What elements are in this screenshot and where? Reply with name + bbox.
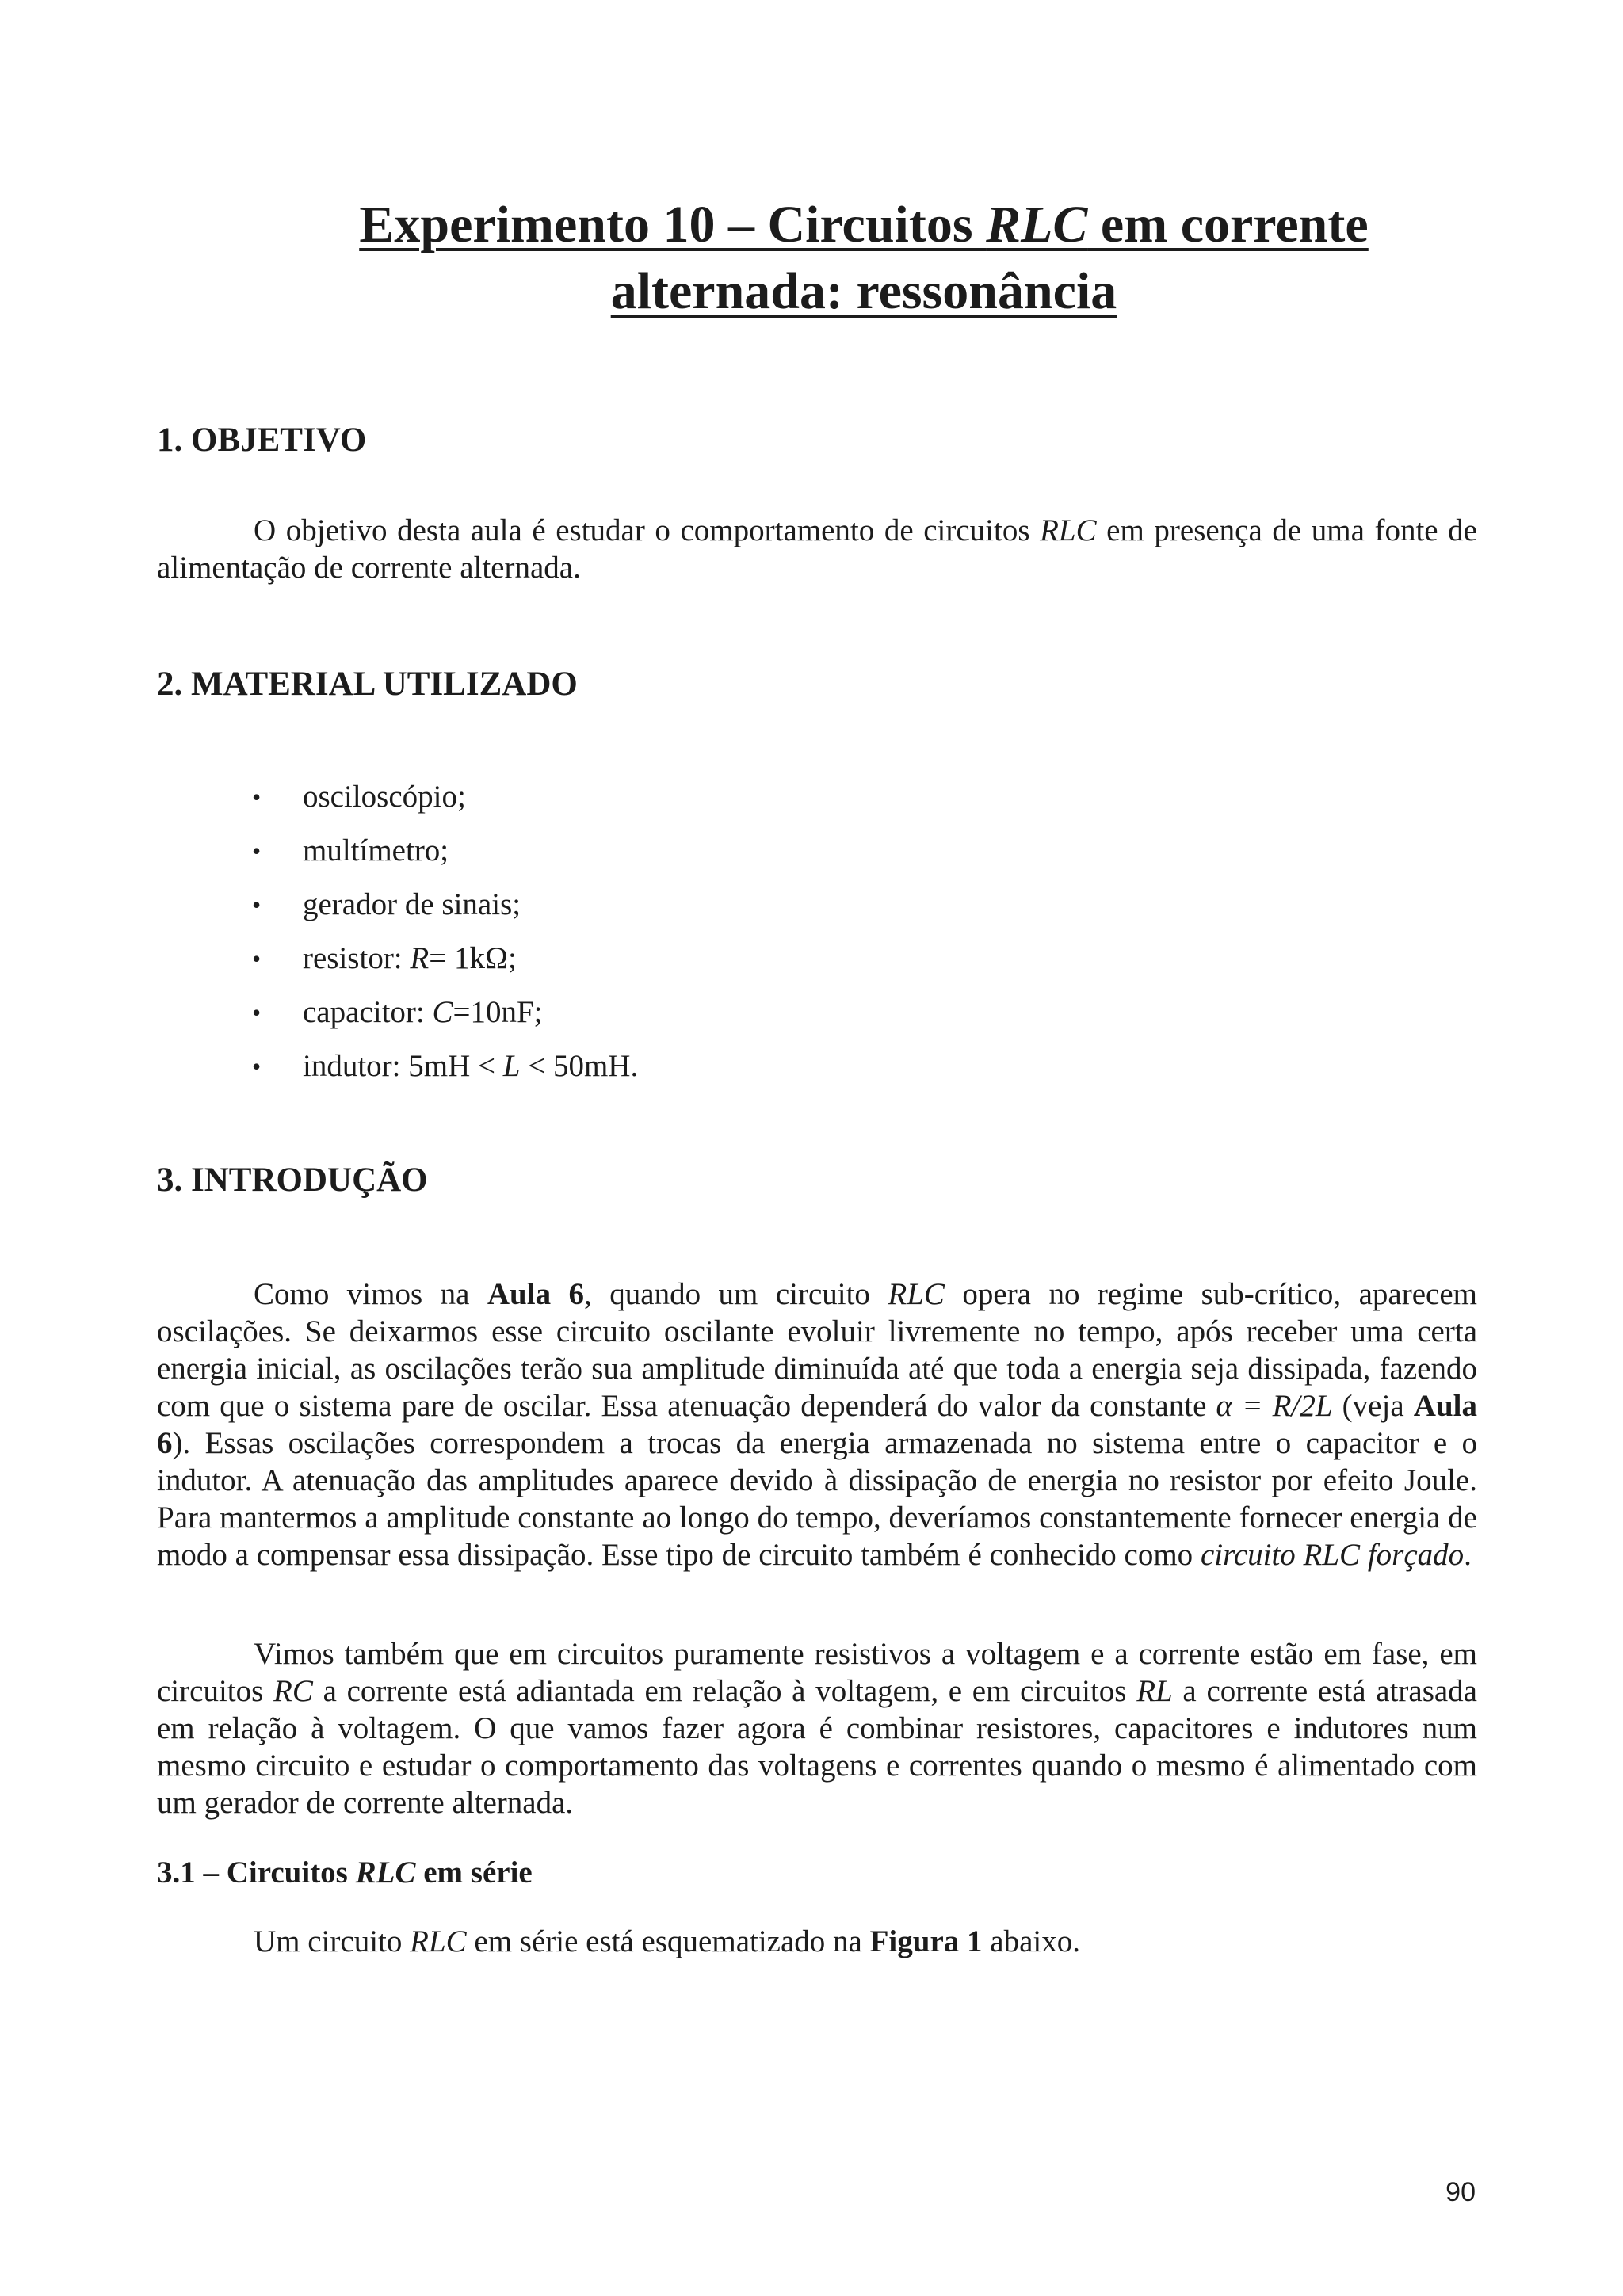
introducao-paragraph-2: Vimos também que em circuitos puramente resistivos a voltagem e a corrente estão em fase, em circuitos RC a corrente está adiantada em relação à voltagem, e em circuitos RL a corrente está atrasada em relação à voltagem. O que vamos fazer agora é combinar resistores, capacitores e indutores num mesmo circuito e estudar o comportamento das voltagens e correntes quando o mesmo é alimentado com um gerador de corrente alternada. xyxy=(157,1637,1477,1820)
material-list xyxy=(252,770,638,1093)
title-line-1: Experimento 10 – Circuitos RLC em corrente xyxy=(359,196,1369,254)
introducao-paragraph-1: Como vimos na Aula 6, quando um circuito RLC opera no regime sub-crítico, aparecem oscilações. Se deixarmos esse circuito oscilante evoluir livremente no tempo, após receber uma certa energia inicial, as oscilações terão sua amplitude diminuída até que toda a energia seja dissipada, fazendo com que o sistema pare de oscilar. Essa atenuação dependerá do valor da constante α = R/2L (veja Aula 6). Essas oscilações correspondem a trocas da energia armazenada no sistema entre o capacitor e o indutor. A atenuação das amplitudes aparece devido à dissipação de energia no resistor por efeito Joule. Para mantermos a amplitude constante ao longo do tempo, deveríamos constantemente fornecer energia de modo a compensar essa dissipação. Esse tipo de circuito também é conhecido como circuito RLC forçado. xyxy=(157,1277,1477,1572)
bullet-icon: • xyxy=(252,944,262,973)
bullet-icon: • xyxy=(252,998,262,1027)
section-heading-objetivo: 1. OBJETIVO xyxy=(157,421,367,459)
list-item: • indutor: 5mH < L < 50mH. xyxy=(252,1039,638,1093)
bullet-icon: • xyxy=(252,783,262,811)
list-item: • resistor: R= 1kΩ; xyxy=(252,932,638,986)
bullet-icon: • xyxy=(252,837,262,865)
list-item: • capacitor: C=10nF; xyxy=(252,986,638,1039)
objetivo-paragraph: O objetivo desta aula é estudar o comportamento de circuitos RLC em presença de uma fonte de alimentação de corrente alternada. xyxy=(157,513,1477,585)
page-number: 90 xyxy=(1445,2177,1476,2207)
list-item: • multímetro; xyxy=(252,824,638,878)
page-title xyxy=(238,192,1490,325)
rlc-serie-paragraph: Um circuito RLC em série está esquematizado na Figura 1 abaixo. xyxy=(254,1924,1080,1958)
title-line-2: alternada: ressonância xyxy=(610,262,1117,320)
section-heading-introducao: 3. INTRODUÇÃO xyxy=(157,1161,428,1199)
bullet-icon: • xyxy=(252,891,262,919)
list-item: • gerador de sinais; xyxy=(252,878,638,932)
list-item: • osciloscópio; xyxy=(252,770,638,824)
bullet-icon: • xyxy=(252,1052,262,1081)
subsection-heading-rlc-serie: 3.1 – Circuitos RLC em série xyxy=(157,1855,533,1890)
section-heading-material: 2. MATERIAL UTILIZADO xyxy=(157,666,578,703)
